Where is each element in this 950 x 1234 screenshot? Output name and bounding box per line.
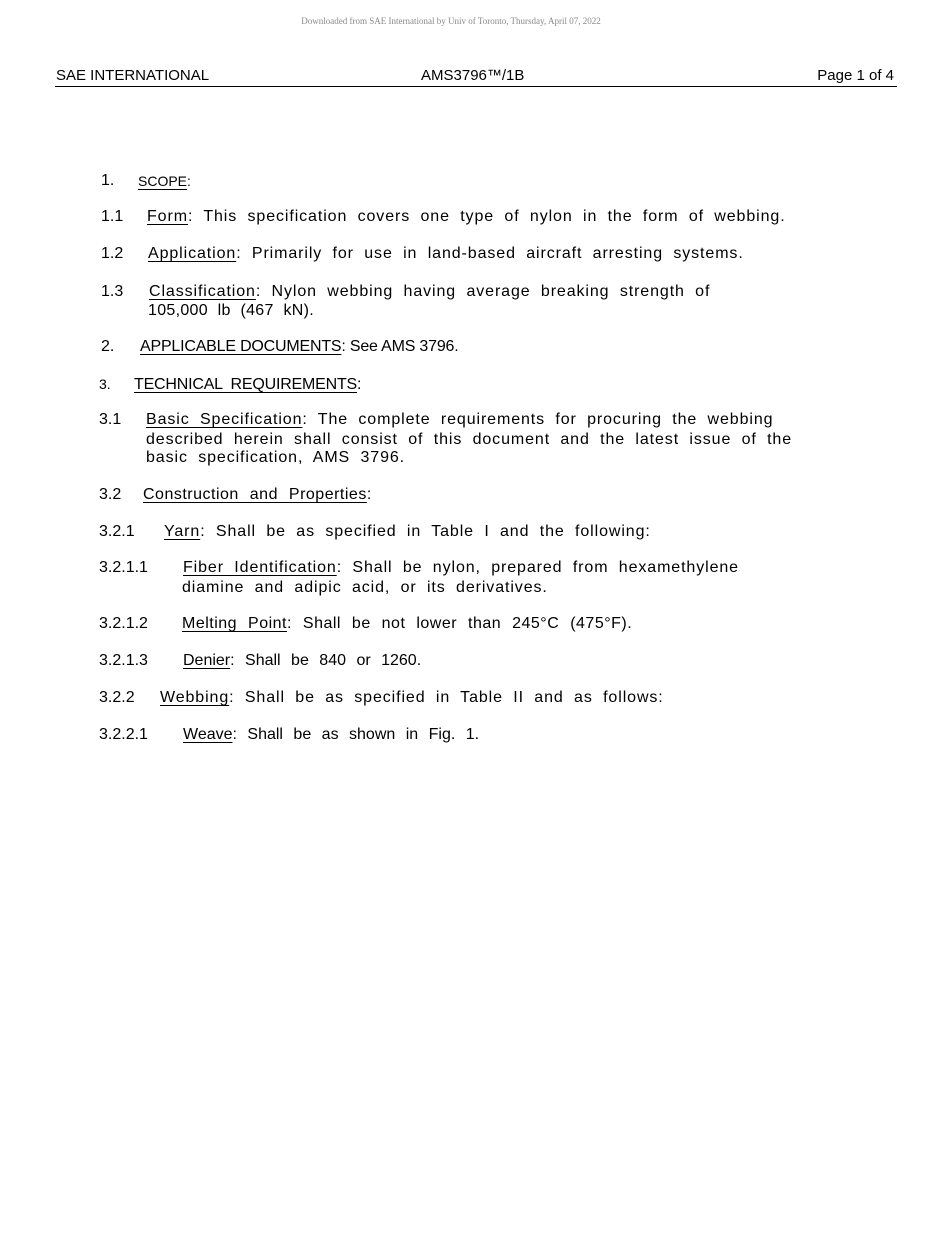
section-text: : Primarily for use in land-based aircraft arresting systems. — [236, 245, 744, 262]
section-body — [183, 725, 479, 744]
section-text-continued: diamine and adipic acid, or its derivatives. — [182, 579, 548, 596]
section-heading — [134, 375, 361, 394]
section-heading — [138, 172, 191, 191]
section-colon: : — [187, 173, 191, 189]
section-text: : Shall be not lower than 245°C (475°F). — [287, 615, 633, 632]
section-body — [183, 558, 739, 577]
section-text: : Shall be nylon, prepared from hexamethylene — [336, 559, 739, 576]
section-number: 1.3 — [101, 283, 124, 300]
section-number: 3.2.2.1 — [99, 726, 148, 743]
section-body — [149, 282, 710, 301]
section-text: : Shall be as specified in Table II and as follows: — [229, 689, 664, 706]
section-title: Melting Point — [182, 615, 287, 632]
section-number: 3. — [99, 376, 111, 392]
header-document-number: AMS3796™/1B — [421, 67, 525, 84]
section-number: 1.1 — [101, 208, 124, 225]
section-text: : Shall be as shown in Fig. 1. — [232, 726, 480, 743]
section-number: 1.2 — [101, 245, 124, 262]
section-title: TECHNICAL REQUIREMENTS — [134, 376, 358, 393]
section-body — [160, 688, 664, 707]
header-organization: SAE INTERNATIONAL — [56, 67, 210, 84]
section-title: SCOPE — [138, 173, 188, 189]
section-title: Denier — [183, 652, 231, 669]
section-number: 3.2 — [99, 486, 122, 503]
section-title: Classification — [149, 283, 256, 300]
section-title: APPLICABLE DOCUMENTS — [140, 338, 342, 355]
section-number: 2. — [101, 338, 115, 355]
section-body — [182, 614, 632, 633]
section-body — [146, 410, 773, 429]
section-text-continued: described herein shall consist of this document and the latest issue of the — [146, 431, 793, 448]
section-title: Fiber Identification — [183, 559, 337, 576]
section-number: 3.2.1.1 — [99, 559, 148, 576]
section-text: : Nylon webbing having average breaking strength of — [255, 283, 711, 300]
section-title: Construction and Properties — [143, 486, 367, 503]
page-header — [55, 66, 897, 87]
download-watermark: Downloaded from SAE International by Univ of Toronto, Thursday, April 07, 2022 — [301, 16, 601, 26]
header-page-number: Page 1 of 4 — [817, 67, 894, 84]
section-colon: : — [366, 486, 372, 503]
section-text-continued: 105,000 lb (467 kN). — [148, 302, 314, 319]
section-heading — [143, 485, 372, 504]
section-colon: : — [357, 376, 362, 393]
section-title: Webbing — [160, 689, 230, 706]
section-number: 3.2.1.2 — [99, 615, 148, 632]
section-title: Application — [148, 245, 237, 262]
section-text: : See AMS 3796. — [341, 338, 459, 355]
section-text: : This specification covers one type of nylon in the form of webbing. — [187, 208, 786, 225]
section-text: : Shall be 840 or 1260. — [230, 652, 422, 669]
section-number: 3.1 — [99, 411, 122, 428]
section-title: Weave — [183, 726, 233, 743]
section-text: : Shall be as specified in Table I and the following: — [200, 523, 651, 540]
section-body — [183, 651, 421, 670]
section-text-continued: basic specification, AMS 3796. — [146, 449, 406, 466]
section-text: : The complete requirements for procuring the webbing — [302, 411, 774, 428]
section-number: 3.2.1.3 — [99, 652, 148, 669]
section-body — [147, 207, 786, 226]
section-number: 1. — [101, 172, 115, 189]
section-body — [140, 337, 458, 356]
section-number: 3.2.1 — [99, 523, 135, 540]
section-title: Basic Specification — [146, 411, 303, 428]
section-title: Yarn — [164, 523, 201, 540]
section-title: Form — [147, 208, 188, 225]
section-body — [164, 522, 651, 541]
section-number: 3.2.2 — [99, 689, 135, 706]
section-body — [148, 244, 744, 263]
